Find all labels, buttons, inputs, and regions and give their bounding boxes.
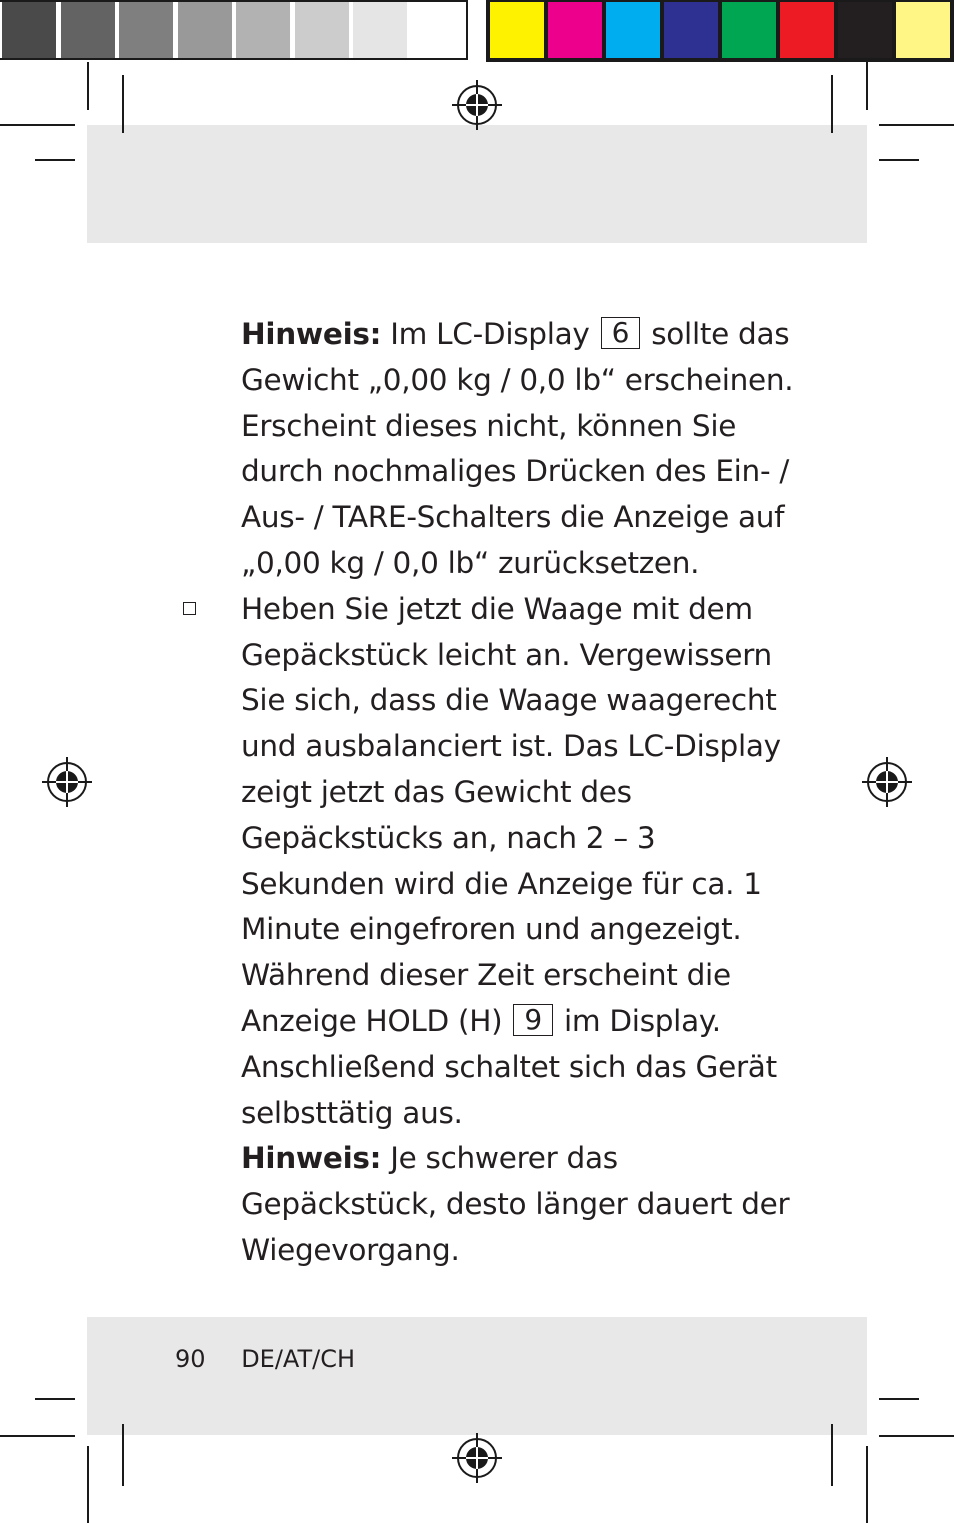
color-swatch bbox=[838, 2, 892, 58]
registration-mark-icon bbox=[42, 757, 92, 807]
gray-swatch bbox=[295, 2, 349, 58]
registration-mark-icon bbox=[862, 757, 912, 807]
gray-swatch bbox=[119, 2, 173, 58]
gray-swatch bbox=[236, 2, 290, 58]
print-color-bar bbox=[0, 0, 954, 62]
header-band bbox=[87, 125, 867, 243]
gray-swatch bbox=[353, 2, 407, 58]
gray-swatch bbox=[2, 2, 56, 58]
step-text-end: im Display. Anschließend schaltet sich das Gerät selbsttätig aus. bbox=[241, 1003, 777, 1130]
color-swatch bbox=[664, 2, 718, 58]
display-reference-number: 6 bbox=[601, 317, 641, 349]
note-text-end: sollte das Gewicht „0,00 kg / 0,0 lb“ erscheinen. Erscheint dieses nicht, können Sie durch nochmaliges Drücken des Ein- / Aus- / TARE-Schalters die Anzeige auf „0,00 kg / 0,0 lb“ zurücksetzen. bbox=[241, 317, 794, 580]
checkbox-bullet-icon bbox=[183, 602, 196, 615]
region-code: DE/AT/CH bbox=[241, 1345, 356, 1373]
note-label-2: Hinweis: bbox=[241, 1141, 382, 1176]
note-text-start: Im LC-Display bbox=[390, 317, 590, 351]
instruction-step bbox=[241, 587, 801, 1137]
color-swatch bbox=[722, 2, 776, 58]
color-swatch bbox=[490, 2, 544, 58]
color-swatch bbox=[896, 2, 950, 58]
page-number: 90 bbox=[175, 1345, 206, 1373]
footer-band bbox=[87, 1317, 867, 1435]
registration-mark-icon bbox=[452, 1433, 502, 1483]
note-label: Hinweis: bbox=[241, 317, 382, 351]
color-swatch bbox=[606, 2, 660, 58]
page-footer bbox=[175, 1345, 383, 1373]
color-swatch bbox=[780, 2, 834, 58]
hold-reference-number: 9 bbox=[513, 1004, 553, 1036]
instruction-text bbox=[241, 312, 801, 1274]
step-text-start: Heben Sie jetzt die Waage mit dem Gepäckstück leicht an. Vergewissern Sie sich, dass die Waage waagerecht und ausbalanciert ist. Das LC-Display zeigt jetzt das Gewicht des Gepäckstücks an, nach 2 – 3 Sekunden wird die Anzeige für ca. 1 Minute eingefroren und angezeigt. Während dieser Zeit erscheint die Anzeige HOLD (H) bbox=[241, 591, 781, 1038]
color-swatch bbox=[548, 2, 602, 58]
note-paragraph-2 bbox=[241, 1136, 801, 1273]
gray-swatch bbox=[61, 2, 115, 58]
note-paragraph bbox=[241, 312, 801, 587]
registration-mark-icon bbox=[452, 80, 502, 130]
note-text-2: Je schwerer das Gepäckstück, desto länger dauert der Wiegevorgang. bbox=[241, 1141, 790, 1267]
gray-swatch bbox=[178, 2, 232, 58]
gray-swatch bbox=[412, 2, 466, 58]
